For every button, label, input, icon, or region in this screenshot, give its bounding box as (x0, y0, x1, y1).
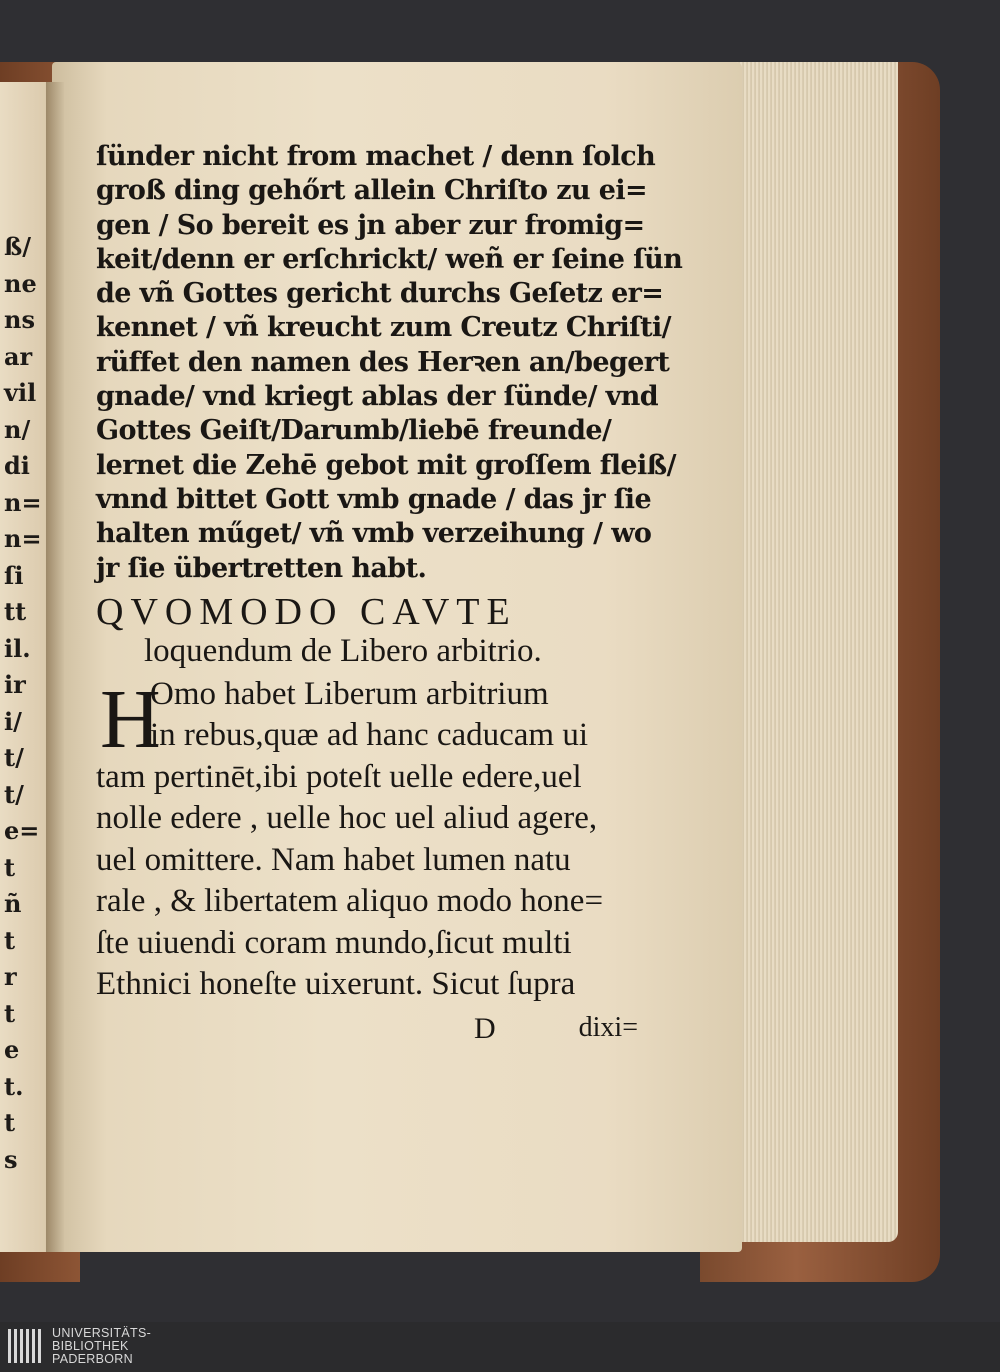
left-page-fragment: t. (4, 1071, 24, 1101)
left-page-fragment: tt (4, 597, 27, 626)
left-page-fragment: s (4, 1144, 18, 1174)
logo-line: UNIVERSITÄTS- (52, 1326, 152, 1340)
latin-text-line: nolle edere , uelle hoc uel aliud agere, (96, 800, 598, 837)
page-footer (474, 1012, 644, 1052)
german-text-line: vnnd bittet Gott vmb gnade / das jr ſie (96, 483, 652, 515)
latin-text-line: ſte uiuendi coram mundo,ſicut multi (96, 924, 572, 961)
german-text-line: gen / So bereit es jn aber zur fromig= (96, 209, 645, 241)
left-page-fragment: t (4, 998, 16, 1028)
latin-heading: QVOMODO CAVTE (96, 590, 517, 633)
left-page-fragment: ß/ (4, 232, 31, 261)
left-page-fragment: ſi (4, 560, 24, 590)
logo-line: PADERBORN (52, 1352, 133, 1366)
german-text-line: ſünder nicht from machet / denn ſolch (96, 141, 656, 172)
left-page-fragment: ir (4, 670, 26, 699)
german-text-line: Gottes Geiſt/Darumb/liebē freunde/ (96, 415, 612, 447)
left-page-fragment: n= (4, 487, 42, 517)
left-page-fragment: n= (4, 524, 42, 553)
german-text-line: gnade/ vnd kriegt ablas der ſünde/ vnd (96, 381, 659, 413)
german-text-line: rüffet den namen des Herꝛen an/begert (96, 346, 670, 378)
left-page-fragment: e (4, 1035, 20, 1064)
german-text-line: kennet / vñ kreucht zum Creutz Chriſti/ (96, 312, 671, 344)
left-page-fragment: n/ (4, 414, 31, 444)
ub-paderborn-logo-icon (6, 1327, 46, 1367)
german-text-line: jr ſie übertretten habt. (96, 552, 427, 584)
latin-text-line: Omo habet Liberum arbitrium (150, 675, 549, 712)
latin-text-line: rale , & libertatem aliquo modo hone= (96, 883, 604, 920)
drop-capital: H (100, 672, 161, 766)
left-page-fragment: t (4, 925, 16, 955)
left-page-fragment: il. (4, 633, 31, 663)
latin-text-line: uel omittere. Nam habet lumen natu (96, 841, 571, 878)
signature-mark: D (474, 1012, 496, 1045)
library-logo-text (52, 1327, 151, 1366)
german-text-line: lernet die Zehē gebot mit groſſem fleiß/ (96, 449, 676, 481)
left-page-fragment: t/ (4, 779, 24, 809)
german-text-line: groß ding gehőrt allein Chriſto zu ei= (96, 175, 648, 207)
page-text (96, 140, 683, 1006)
left-page-fragment: t (4, 1108, 16, 1137)
left-page-fragment: t (4, 852, 16, 882)
page-edges (728, 62, 898, 1242)
left-page-fragment: ñ (4, 889, 22, 918)
catchword: dixi= (578, 1012, 638, 1043)
left-page-fragment: vil (4, 378, 37, 407)
latin-text-line: Ethnici honeſte uixerunt. Sicut ſupra (96, 966, 576, 1003)
logo-line: BIBLIOTHEK (52, 1339, 129, 1353)
left-page-fragment: ns (4, 305, 35, 334)
german-text-line: keit/denn er erſchrickt/ weñ er ſeine ſün (96, 243, 683, 275)
left-page-fragment: e= (4, 816, 40, 845)
german-text-line: de vñ Gottes gericht durchs Geſetz er= (96, 278, 664, 310)
left-page-fragment: i/ (4, 706, 22, 736)
left-page-fragment: di (4, 451, 30, 480)
latin-text-block (96, 674, 636, 1006)
latin-subheading: loquendum de Libero arbitrio. (144, 632, 542, 669)
left-page-fragment: ar (4, 341, 33, 371)
left-page-fragment: r (4, 962, 17, 991)
german-text-line: halten műget/ vñ vmb verzeihung / wo (96, 518, 652, 550)
left-page-fragment: t/ (4, 743, 24, 772)
latin-text-line: in rebus,quæ ad hanc caducam ui (150, 717, 589, 754)
book-gutter (46, 82, 64, 1252)
left-page-fragment: ne (4, 268, 37, 298)
german-text-block (96, 140, 683, 586)
latin-text-line: tam pertinēt,ibi poteſt uelle edere,uel (96, 758, 582, 795)
